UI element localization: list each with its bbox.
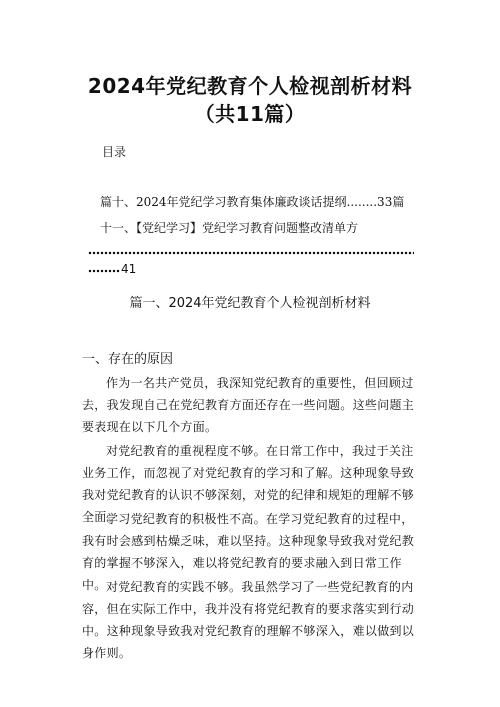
- toc-entry-11[interactable]: 十一、【党纪学习】党纪学习教育问题整改清单方: [100, 221, 359, 235]
- toc-leader-dots: [88, 250, 414, 256]
- toc-leader-dots-continued: [88, 268, 120, 274]
- toc-entry-10[interactable]: 篇十、2024年党纪学习教育集体廉政谈话提纲........33篇: [100, 195, 405, 209]
- paragraph: 作为一名共产党员，我深知党纪教育的重要性，但回顾过去，我发现自己在党纪教育方面还存在一些问题。这些问题主要表现在以下几个方面。: [82, 376, 415, 434]
- paragraph: 对党纪教育的实践不够。我虽然学习了一些党纪教育的内容，但在实际工作中，我并没有将党纪教育的要求落实到行动中。这种现象导致我对党纪教育的理解不够深入，难以做到以身作则。: [82, 580, 415, 660]
- paragraph: 学习党纪教育的积极性不高。在学习党纪教育的过程中，我有时会感到枯燥乏味，难以坚持。这种现象导致我对党纪教育的掌握不够深入，难以将党纪教育的要求融入到日常工作中。: [82, 512, 415, 592]
- toc-page-number: 41: [121, 262, 137, 276]
- document-title: 2024年党纪教育个人检视剖析材料（共11篇）: [87, 74, 413, 126]
- paragraph: 对党纪教育的重视程度不够。在日常工作中，我过于关注业务工作，而忽视了对党纪教育的学习和了解。这种现象导致我对党纪教育的认识不够深刻，对党的纪律和规矩的理解不够全面。: [82, 444, 415, 524]
- toc-label: 目录: [102, 145, 127, 159]
- heading-causes: 一、存在的原因: [82, 352, 174, 367]
- section-title: 篇一、2024年党纪教育个人检视剖析材料: [129, 296, 371, 311]
